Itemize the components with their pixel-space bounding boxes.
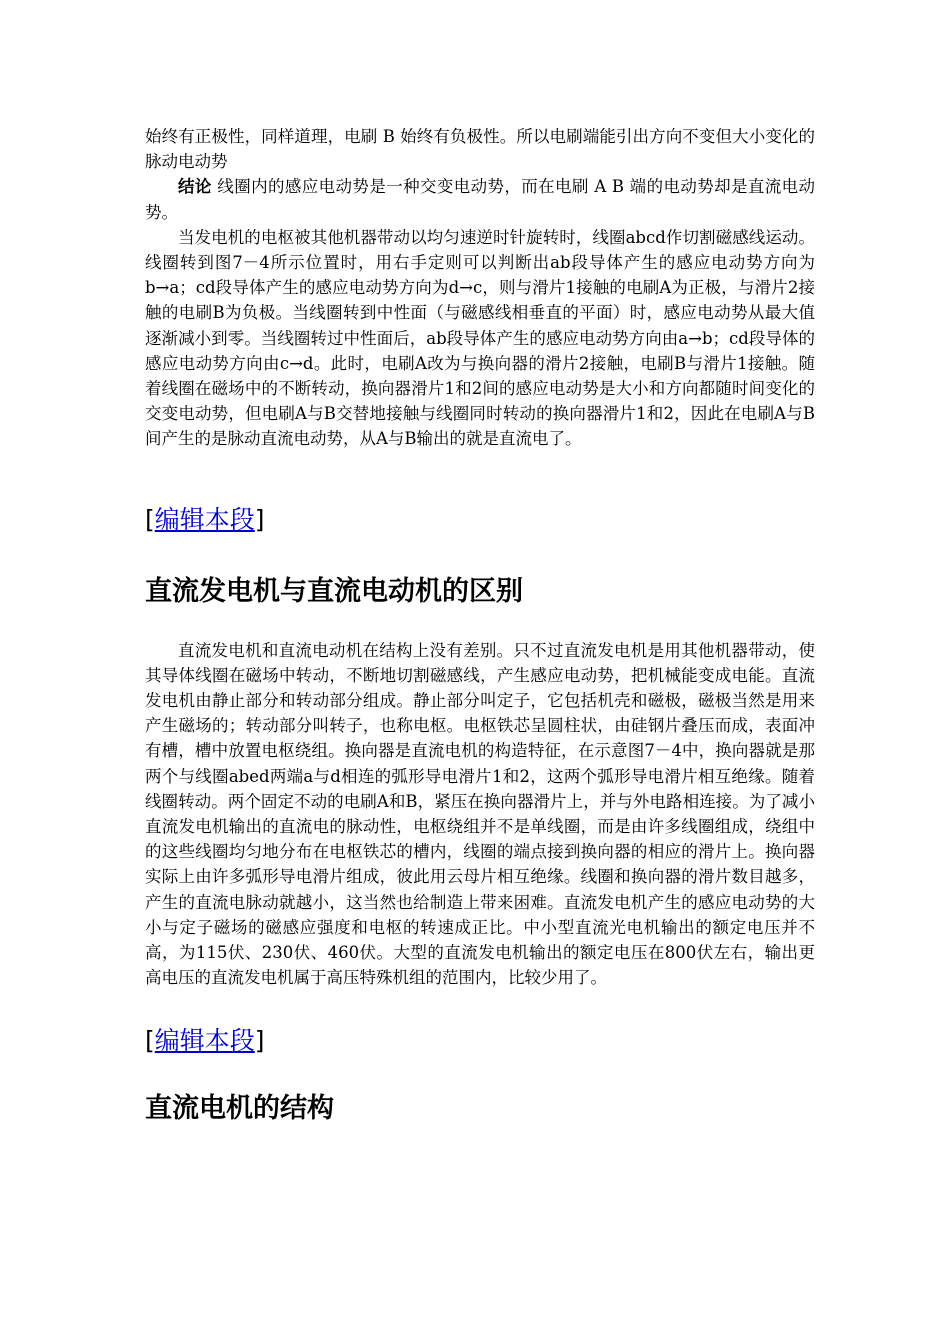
document-page xyxy=(145,124,815,1127)
edit-section-link-row-2 xyxy=(145,1025,815,1057)
bracket-open: [ xyxy=(145,504,155,534)
generator-vs-motor-paragraph: 直流发电机和直流电动机在结构上没有差别。只不过直流发电机是用其他机器带动，使其导体线圈在磁场中转动，不断地切割磁感线，产生感应电动势，把机械能变成电能。直流发电机由静止部分和转动部分组成。静止部分叫定子，它包括机壳和磁极，磁极当然是用来产生磁场的；转动部分叫转子，也称电枢。电枢铁芯呈圆柱状，由硅钢片叠压而成，表面冲有槽，槽中放置电枢绕组。换向器是直流电机的构造特征，在示意图7－4中，换向器就是那两个与线圈abed两端a与d相连的弧形导电滑片1和2，这两个弧形导电滑片相互绝缘。随着线圈转动。两个固定不动的电刷A和B，紧压在换向器滑片上，并与外电路相连接。为了减小直流发电机输出的直流电的脉动性，电枢绕组并不是单线圈，而是由许多线圈组成，绕组中的这些线圈均匀地分布在电枢铁芯的槽内，线圈的端点接到换向器的相应的滑片上。换向器实际上由许多弧形导电滑片组成，彼此用云母片相互绝缘。线圈和换向器的滑片数目越多，产生的直流电脉动就越小，这当然也给制造上带来困难。直流发电机产生的感应电动势的大小与定子磁场的磁感应强度和电枢的转速成正比。中小型直流光电机输出的额定电压并不高，为115伏、230伏、460伏。大型的直流发电机输出的额定电压在800伏左右，输出更高电压的直流发电机属于高压特殊机组的范围内，比较少用了。 xyxy=(145,640,815,988)
edit-section-link-row-1 xyxy=(145,504,815,536)
section-heading-motor-structure: 直流电机的结构 xyxy=(145,1093,334,1125)
spacer xyxy=(145,610,815,638)
spacer xyxy=(145,452,815,504)
spacer xyxy=(145,1057,815,1091)
section-heading-generator-vs-motor: 直流发电机与直流电动机的区别 xyxy=(145,575,523,607)
conclusion-label: 结论 xyxy=(178,177,212,197)
spacer xyxy=(145,536,815,574)
spacer xyxy=(145,990,815,1025)
bracket-close: ] xyxy=(254,504,265,534)
generator-operation-paragraph: 当发电机的电枢被其他机器带动以均匀速逆时针旋转时，线圈abcd作切割磁感线运动。线圈转到图7－4所示位置时，用右手定则可以判断出ab段导体产生的感应电动势方向为b→a；cd段导体产生的感应电动势方向为d→c，则与滑片1接触的电刷A为正极，与滑片2接触的电刷B为负极。当线圈转到中性面（与磁感线相垂直的平面）时，感应电动势从最大值逐渐减小到零。当线圈转过中性面后，ab段导体产生的感应电动势方向由a→b；cd段导体的感应电动势方向由c→d。此时，电刷A改为与换向器的滑片2接触，电刷B与滑片1接触。随着线圈在磁场中的不断转动，换向器滑片1和2间的感应电动势是大小和方向都随时间变化的交变电动势，但电刷A与B交替地接触与线圈同时转动的换向器滑片1和2，因此在电刷A与B间产生的是脉动直流电动势，从A与B输出的就是直流电了。 xyxy=(145,227,815,449)
conclusion-text: 线圈内的感应电动势是一种交变电动势，而在电刷 A B 端的电动势却是直流电动势。 xyxy=(145,177,815,222)
conclusion-paragraph xyxy=(145,174,815,224)
bracket-close: ] xyxy=(254,1026,265,1056)
edit-section-link[interactable]: 编辑本段 xyxy=(154,1026,255,1056)
bracket-open: [ xyxy=(145,1026,155,1056)
edit-section-link[interactable]: 编辑本段 xyxy=(154,504,255,534)
intro-paragraph-continued: 始终有正极性，同样道理，电刷 B 始终有负极性。所以电刷端能引出方向不变但大小变化的脉动电动势 xyxy=(145,127,815,172)
